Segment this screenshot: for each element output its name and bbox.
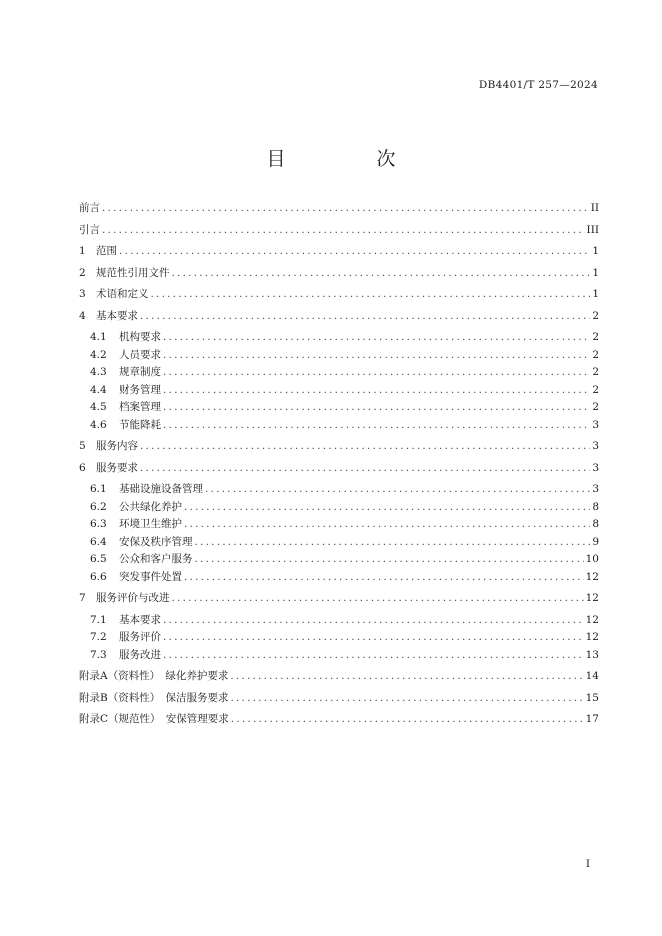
toc-entry-number: 4.4 xyxy=(90,383,107,396)
toc-entry[interactable] xyxy=(79,222,599,240)
toc-leader-dots xyxy=(163,647,584,665)
toc-entry-page: 2 xyxy=(592,348,599,361)
toc-leader-dots xyxy=(230,690,583,708)
toc-entry-page: 3 xyxy=(592,418,599,431)
toc-leader-dots xyxy=(184,499,590,517)
toc-entry[interactable] xyxy=(79,382,599,400)
toc-entry-number: 4.1 xyxy=(90,331,107,343)
toc-leader-dots xyxy=(172,265,591,283)
toc-entry-label xyxy=(79,668,228,686)
toc-entry-label xyxy=(90,329,161,347)
toc-entry-label xyxy=(90,551,193,569)
toc-entry-label xyxy=(90,516,182,534)
toc-entry[interactable] xyxy=(79,308,599,326)
toc-entry-text: 节能降耗 xyxy=(119,418,161,431)
toc-entry-text: 服务改进 xyxy=(119,648,161,661)
footer-page-number: I xyxy=(585,858,590,870)
toc-entry-text: 突发事件处置 xyxy=(119,570,182,583)
toc-entry[interactable] xyxy=(79,551,599,569)
toc-entry[interactable] xyxy=(79,286,599,304)
toc-entry-label xyxy=(79,460,138,478)
toc-entry-number: 5 xyxy=(79,440,86,452)
toc-leader-dots xyxy=(163,329,590,347)
toc-entry-number: 6.4 xyxy=(90,535,107,548)
toc-entry-label xyxy=(90,481,203,499)
toc-leader-dots xyxy=(195,534,591,552)
toc-entry-page: 14 xyxy=(585,670,599,682)
toc-entry-page: 2 xyxy=(592,383,599,396)
toc-leader-dots xyxy=(140,438,590,456)
toc-entry-text: 机构要求 xyxy=(119,331,161,343)
toc-entry-page: 3 xyxy=(592,461,599,474)
toc-entry-label xyxy=(90,417,161,435)
toc-leader-dots xyxy=(230,668,583,686)
toc-entry-text: 术语和定义 xyxy=(96,288,149,300)
toc-entry-page: 2 xyxy=(592,309,599,322)
toc-entry-number: 7.3 xyxy=(90,648,107,661)
toc-entry[interactable] xyxy=(79,265,599,283)
toc-entry-page: 13 xyxy=(585,648,599,661)
toc-entry-page: 3 xyxy=(592,483,599,495)
toc-entry[interactable] xyxy=(79,460,599,478)
toc-entry-label xyxy=(90,382,161,400)
toc-entry-page: 12 xyxy=(585,631,599,643)
toc-entry-page: 8 xyxy=(592,518,599,530)
toc-entry-label xyxy=(79,308,138,326)
toc-entry[interactable] xyxy=(79,364,599,382)
toc-entry-text: 基本要求 xyxy=(119,613,161,626)
toc-leader-dots xyxy=(163,364,590,382)
toc-entry-page: 2 xyxy=(592,331,599,343)
toc-leader-dots xyxy=(151,286,591,304)
toc-entry-label xyxy=(79,222,100,240)
toc-entry-number: 4.5 xyxy=(90,401,107,413)
toc-entry-text: 环境卫生维护 xyxy=(119,518,182,530)
toc-entry[interactable] xyxy=(79,481,599,499)
toc-entry-text: 规范性引用文件 xyxy=(96,266,170,279)
toc-entry[interactable] xyxy=(79,690,599,708)
toc-entry-number: 6 xyxy=(79,461,86,474)
toc-entry-label xyxy=(79,243,117,261)
toc-entry-page: 15 xyxy=(585,691,599,704)
toc-leader-dots xyxy=(163,347,590,365)
table-of-contents xyxy=(79,200,599,729)
toc-entry-label xyxy=(90,569,182,587)
toc-leader-dots xyxy=(163,612,584,630)
toc-entry-text: 人员要求 xyxy=(119,348,161,361)
toc-entry-text: 公众和客户服务 xyxy=(119,553,193,565)
toc-entry-number: 4.2 xyxy=(90,348,107,361)
toc-leader-dots xyxy=(102,222,585,240)
toc-entry-number: 6.6 xyxy=(90,570,107,583)
toc-entry-label xyxy=(90,629,161,647)
toc-entry-label xyxy=(79,711,229,729)
toc-entry-text: 财务管理 xyxy=(119,383,161,396)
toc-entry-label xyxy=(79,590,170,608)
toc-entry-page: 2 xyxy=(592,401,599,413)
toc-entry-page: 1 xyxy=(592,266,599,279)
toc-entry[interactable] xyxy=(79,417,599,435)
toc-entry-text: 规章制度 xyxy=(119,366,161,378)
toc-entry-number: 2 xyxy=(79,266,86,279)
toc-entry[interactable] xyxy=(79,243,599,261)
toc-entry-text: 引言 xyxy=(79,223,100,236)
toc-entry[interactable] xyxy=(79,590,599,608)
toc-entry-text: 前言 xyxy=(79,202,100,214)
toc-entry-page: III xyxy=(586,223,599,236)
toc-entry-text: 基础设施设备管理 xyxy=(119,483,203,495)
toc-leader-dots xyxy=(102,200,589,218)
toc-entry-number: 4 xyxy=(79,309,86,322)
toc-entry-label xyxy=(79,438,138,456)
toc-leader-dots xyxy=(163,417,590,435)
toc-entry-text: 附录A（资料性） 绿化养护要求 xyxy=(79,670,229,682)
toc-entry-text: 公共绿化养护 xyxy=(119,500,182,513)
toc-entry-text: 服务评价与改进 xyxy=(96,592,170,604)
toc-entry-number: 6.2 xyxy=(90,500,107,513)
toc-entry[interactable] xyxy=(79,647,599,665)
toc-entry[interactable] xyxy=(79,668,599,686)
toc-entry[interactable] xyxy=(79,629,599,647)
toc-entry-text: 档案管理 xyxy=(119,401,161,413)
toc-leader-dots xyxy=(184,569,584,587)
toc-entry-text: 附录B（资料性） 保洁服务要求 xyxy=(79,691,229,704)
toc-entry-page: 3 xyxy=(592,440,599,452)
toc-entry-page: 12 xyxy=(585,613,599,626)
toc-entry-label xyxy=(90,399,161,417)
toc-leader-dots xyxy=(205,481,590,499)
toc-leader-dots xyxy=(140,460,590,478)
toc-leader-dots xyxy=(119,243,590,261)
toc-entry-text: 服务要求 xyxy=(96,461,138,474)
toc-entry[interactable] xyxy=(79,612,599,630)
toc-leader-dots xyxy=(184,516,590,534)
toc-entry-page: 8 xyxy=(592,500,599,513)
toc-entry-page: 1 xyxy=(592,288,599,300)
toc-leader-dots xyxy=(163,629,584,647)
toc-entry-number: 1 xyxy=(79,245,86,257)
toc-leader-dots xyxy=(231,711,584,729)
toc-entry[interactable] xyxy=(79,438,599,456)
toc-entry-text: 安保及秩序管理 xyxy=(119,535,193,548)
toc-entry[interactable] xyxy=(79,534,599,552)
toc-entry-page: II xyxy=(590,202,599,214)
toc-entry-text: 基本要求 xyxy=(96,309,138,322)
toc-entry-label xyxy=(79,200,100,218)
toc-entry-number: 7.2 xyxy=(90,631,107,643)
toc-entry-number: 6.5 xyxy=(90,553,107,565)
toc-leader-dots xyxy=(195,551,584,569)
toc-entry-text: 服务评价 xyxy=(119,631,161,643)
toc-entry[interactable] xyxy=(79,569,599,587)
toc-entry-page: 2 xyxy=(592,366,599,378)
toc-entry-page: 12 xyxy=(585,592,599,604)
toc-entry[interactable] xyxy=(79,399,599,417)
toc-entry-label xyxy=(90,647,161,665)
toc-entry-number: 7 xyxy=(79,592,86,604)
toc-entry[interactable] xyxy=(79,499,599,517)
toc-entry-page: 10 xyxy=(585,553,599,565)
toc-entry-number: 3 xyxy=(79,288,86,300)
toc-entry-page: 12 xyxy=(585,570,599,583)
toc-entry-number: 7.1 xyxy=(90,613,107,626)
toc-entry-text: 服务内容 xyxy=(96,440,138,452)
toc-leader-dots xyxy=(163,382,590,400)
toc-entry-label xyxy=(90,364,161,382)
toc-entry-number: 4.3 xyxy=(90,366,107,378)
toc-entry-label xyxy=(79,690,228,708)
toc-entry[interactable] xyxy=(79,347,599,365)
toc-entry-number: 4.6 xyxy=(90,418,107,431)
toc-leader-dots xyxy=(140,308,590,326)
document-code: DB4401/T 257—2024 xyxy=(478,79,598,91)
toc-entry-label xyxy=(90,612,161,630)
toc-entry-text: 范围 xyxy=(96,245,117,257)
toc-entry-number: 6.3 xyxy=(90,518,107,530)
toc-title: 目 次 xyxy=(266,148,432,170)
toc-entry[interactable] xyxy=(79,711,599,729)
toc-entry[interactable] xyxy=(79,516,599,534)
toc-entry[interactable] xyxy=(79,329,599,347)
toc-entry-label xyxy=(79,286,149,304)
toc-entry-page: 1 xyxy=(592,245,599,257)
toc-entry-number: 6.1 xyxy=(90,483,107,495)
toc-entry[interactable] xyxy=(79,200,599,218)
toc-entry-text: 附录C（规范性） 安保管理要求 xyxy=(79,713,229,725)
toc-entry-page: 17 xyxy=(585,713,599,725)
toc-entry-label xyxy=(79,265,170,283)
toc-entry-page: 9 xyxy=(592,535,599,548)
toc-entry-label xyxy=(90,347,161,365)
toc-leader-dots xyxy=(172,590,584,608)
toc-leader-dots xyxy=(163,399,590,417)
toc-entry-label xyxy=(90,534,193,552)
toc-entry-label xyxy=(90,499,182,517)
